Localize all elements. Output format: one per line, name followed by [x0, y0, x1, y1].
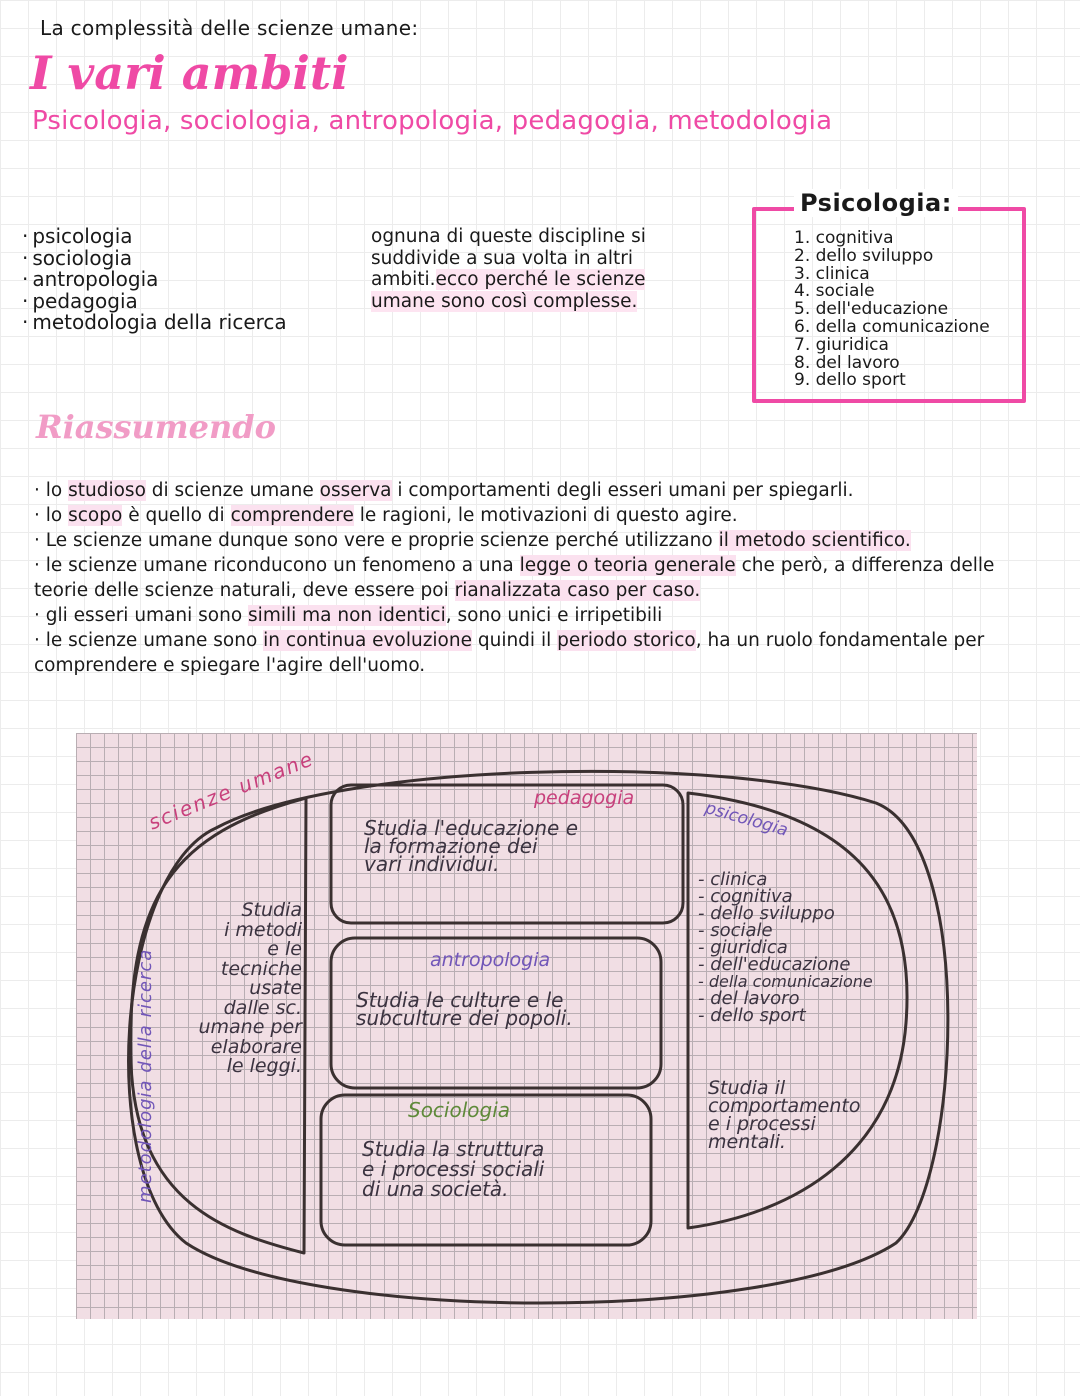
- left-text: Studia i metodi e le tecniche usate dalle sc. umane per elaborare le leggi.: [198, 899, 302, 1077]
- diagram-photo: [76, 733, 977, 1319]
- page-title: I vari ambiti: [30, 46, 349, 100]
- sociologia-title: Sociologia: [408, 1098, 511, 1122]
- list-item: 8. del lavoro: [794, 352, 900, 373]
- page-subtitle: Psicologia, sociologia, antropologia, pedagogia, metodologia: [32, 106, 833, 136]
- pedagogia-title: pedagogia: [534, 787, 635, 809]
- recap-item: · le scienze umane riconducono un fenomeno a una legge o teoria generale che però, a differenza delle teorie delle scienze naturali, deve essere poi rianalizzata caso per caso.: [34, 555, 995, 601]
- psicologia-text: Studia il comportamento e i processi mentali.: [708, 1077, 861, 1153]
- list-item: 2. dello sviluppo: [794, 245, 934, 266]
- page-pretitle: La complessità delle scienze umane:: [40, 16, 419, 40]
- antropologia-text: Studia le culture e le subculture dei popoli.: [356, 988, 573, 1030]
- list-item: 6. della comunicazione: [794, 316, 990, 337]
- list-item: · sociologia: [22, 248, 287, 270]
- psicologia-items: - clinica - cognitiva - dello sviluppo - sociale - giuridica - dell'educazione - della comunicazione - del lavoro - dello sport: [698, 869, 873, 1026]
- recap-title: Riassumendo: [36, 408, 276, 446]
- sociologia-text: Studia la struttura e i processi sociali di una società.: [362, 1137, 545, 1201]
- psicologia-list: [794, 230, 990, 390]
- antropologia-title: antropologia: [430, 949, 551, 971]
- recap-item: · lo studioso di scienze umane osserva i comportamenti degli esseri umani per spiegarli.: [34, 480, 854, 501]
- list-item: 4. sociale: [794, 281, 875, 302]
- pedagogia-text: Studia l'educazione e la formazione dei vari individui.: [364, 816, 578, 876]
- list-item: · antropologia: [22, 269, 287, 291]
- disciplines-list: [22, 226, 287, 334]
- list-item: 5. dell'educazione: [794, 299, 949, 320]
- paragraph-text: ognuna di queste discipline si suddivide a sua volta in altri ambiti.: [371, 226, 646, 290]
- list-item: 1. cognitiva: [794, 228, 894, 248]
- outer-label: scienze umane: [144, 746, 318, 835]
- psicologia-title: psicologia: [702, 798, 791, 841]
- intro-paragraph: [371, 226, 661, 312]
- psicologia-box-title: Psicologia:: [794, 189, 958, 217]
- list-item: 7. giuridica: [794, 334, 889, 355]
- paragraph-highlight: ecco perché le scienze umane sono così complesse.: [371, 269, 646, 312]
- list-item: 9. dello sport: [794, 370, 906, 391]
- recap-item: · Le scienze umane dunque sono vere e proprie scienze perché utilizzano il metodo scientifico.: [34, 530, 911, 551]
- recap-item: · le scienze umane sono in continua evoluzione quindi il periodo storico, ha un ruolo fondamentale per comprendere e spiegare l'agire dell'uomo.: [34, 630, 985, 676]
- recap-list: [34, 478, 1044, 678]
- list-item: 3. clinica: [794, 263, 870, 284]
- list-item: · psicologia: [22, 226, 287, 248]
- list-item: · metodologia della ricerca: [22, 312, 287, 334]
- list-item: · pedagogia: [22, 291, 287, 313]
- recap-item: · lo scopo è quello di comprendere le ragioni, le motivazioni di questo agire.: [34, 505, 738, 526]
- recap-item: · gli esseri umani sono simili ma non identici, sono unici e irripetibili: [34, 605, 663, 626]
- left-label: metodologia della ricerca: [135, 948, 156, 1203]
